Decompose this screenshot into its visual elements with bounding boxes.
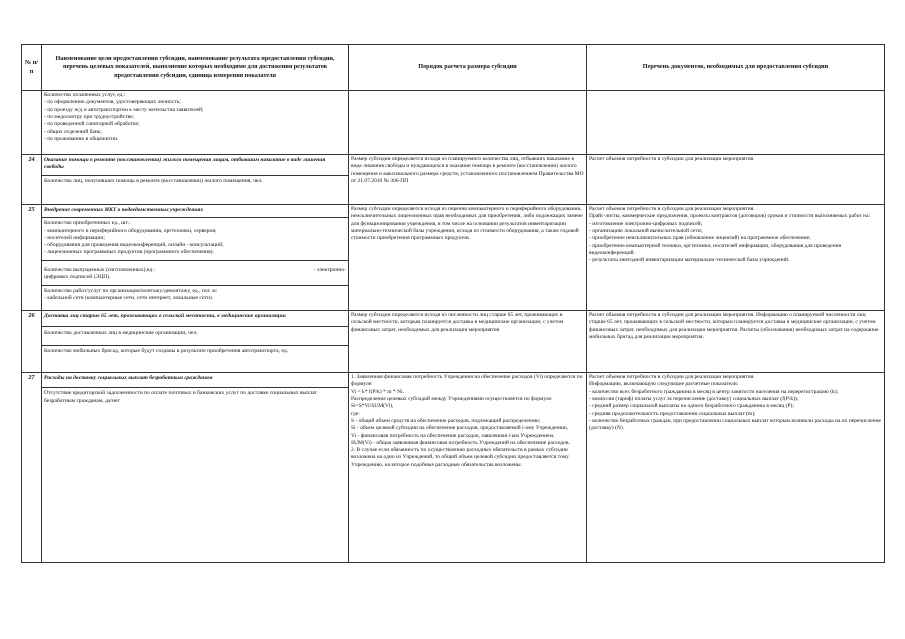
calc-text: Размер субсидии определяется исходя из планируемого количества лиц, отбывших наказание в виде лишения свободы и нуждающихся в оказании помощи в ремонте (восстановлении) жилого помещения и максимального размера средств, установленного постановлением Правительства МО от 21.07.2010 № 306-ПП — [349, 155, 587, 205]
indicator: Количество лиц, получивших помощь в ремонте (восстановлении) жилого помещения, чел. — [42, 175, 348, 187]
indicator: Отсутствие кредиторской задолженности по оплате почтовых и банковских услуг по доставке социальных выплат безработным гражданам, да/нет — [42, 387, 348, 407]
docs-text: Расчет объемов потребности в субсидии для реализации мероприятия. Прайс-листы, коммерческие предложения, проекты контрактов (договоров) сроков и стоимости выполняемых работ на: - изготовление электронно-цифровых подписей; - организацию локальной вычислительной сети; - приобретение неисключительных прав (обновление лицензий) на программное обеспечение; - приобретение компьютерной техники, оргтехники, носителей информации, оборудования для проведения видеоконференций. - результаты ежегодной инвентаризации материально-технической базы учреждений. — [587, 205, 885, 311]
row-number: 24 — [22, 155, 42, 205]
indicator-network: Количество работ/услуг по организации/монтажу/демонтажу, ед., пог. м: - кабельной сети (компьютерные сети, сети интернет, локальные сети). — [42, 285, 348, 306]
docs-text: Расчет объемов потребности в субсидии для реализации мероприятия. Информацию о планируемой численности лиц старше 65 лет, проживающих в сельской местности, которым планируется доставка в медицинские организации, с учетом финансовых затрат, необходимых для реализации мероприятия. Расчеты (обоснования) необходимых затрат на содержание мобильных бригад для реализации мероприятия. — [587, 311, 885, 373]
calc-text: Размер субсидии определяется исходя из перечня компьютерного и периферийного оборудования, неисключительных лицензионных прав необходимых для приобретения, либо подлежащих замене для функционирования учреждения, в том числе на основании результатов инвентаризации материально-технической базы учреждения, исходя из стоимости оборудования, а также годовой стоимости приобретения программных продуктов. — [349, 205, 587, 311]
row-number: 25 — [22, 205, 42, 311]
indicator-brigades: Количество мобильных бригад, которые будут созданы в результате приобретения автотранспорта, ед. — [42, 345, 348, 357]
table-row-26 — [22, 311, 885, 373]
row-number: 27 — [22, 373, 42, 563]
goal-title: Оказание помощи в ремонте (восстановлении) жилого помещения лицам, отбывшим наказание в виде лишения свободы — [44, 157, 326, 171]
table-row-24 — [22, 155, 885, 205]
header-calc: Порядок расчета размера субсидии — [349, 45, 587, 91]
prev-indicators: Количество оплаченных услуг, ед.: - по оформлению документов, удостоверяющих личность; - по проезду ж/д и автотранспортом к месту жительства заявителей; - по медосмотру при трудоустройстве; - по проведенной санитарной обработке; - общих отделений бань; - по проживанию в общежитии. — [42, 91, 349, 155]
header-row — [22, 45, 885, 91]
row-number: 26 — [22, 311, 42, 373]
docs-text: Расчет объемов потребности в субсидии для реализации мероприятия — [587, 155, 885, 205]
table-row-25 — [22, 205, 885, 311]
calc-text: 1. Заявленная финансовая потребность Учреждения на обеспечение расходов (Vi) определяется по формуле: Vi = k* f(P/k) * m * Ni. Распределение целевых субсидий между Учреждениями осуществляется по формуле: Si=S*Vi/SUM(Vi), где: S - общий объем средств на обеспечение расходов, подлежащий распределению; Si - объем целевой субсидии на обеспечение расходов, предоставляемой i-ому Учреждению, Vi - финансовая потребность на обеспечение расходов, заявленная i-ым Учреждением, SUM(Vi) - общая заявленная финансовая потребность Учреждений на обеспечение расходов. 2. В случае если обязанность по осуществлению расходных обязательств в рамках субсидии возложена на одно из Учреждений, то общий объем целевой субсидии предоставляется тому Учреждению, на которое подобные расходные обязательства возложены. — [349, 373, 587, 563]
header-docs: Перечень документов, необходимых для предоставления субсидии — [587, 45, 885, 91]
header-goal: Наименование цели предоставления субсидии, наименование результата предоставления субсидии, перечень целевых показателей, выполнение которых необходимо для достижения результатов предоставления субсидии, единица измерения показателя — [42, 45, 349, 91]
header-num: № п/п — [22, 45, 42, 91]
subsidy-table — [21, 44, 885, 563]
docs-text: Расчет объемов потребности в субсидии для реализации мероприятия. Информацию, включающую следующие расчетные показатели: - количество всех безработного гражданина в месяц в центр занятости населения на перерегистрацию (k); - комиссия (тариф) оплаты услуг за перечисление (доставку) социальных выплат (f(P/k)); - средний размер социальной выплаты на одного безработного гражданина в месяц (P); - средняя продолжительность предоставления социальных выплат (m); - количество безработных граждан, при предоставлении социальных выплат которым возникли расходы на их перечисление (доставку) (N). — [587, 373, 885, 563]
indicator-equipment: Количество приобретенных ед., шт.: - компьютерного и периферийного оборудования, оргтехники, серверов; - носителей информации; - оборудования для проведения видеоконференций, онлайн - консультаций; - лицензионных программных продуктов (программного обеспечения). — [42, 217, 348, 259]
table-row-continuation — [22, 91, 885, 155]
indicator-signatures: Количество выпущенных (изготовленных),ед.: - электронно- цифровых подписей (ЭЦП). — [42, 260, 348, 286]
goal-title: Внедрение современных ИКТ в подведомственных учреждениях — [44, 207, 204, 213]
table-row-27 — [22, 373, 885, 563]
goal-title: Расходы на доставку социальных выплат безработным гражданам — [44, 375, 213, 381]
indicator-persons: Количество доставленных лиц в медицинские организации, чел. — [42, 326, 348, 344]
goal-title: Доставка лиц старше 65 лет, проживающих в сельской местности, в медицинские организации — [44, 313, 286, 319]
calc-text: Размер субсидии определяется исходя из численности лиц старше 65 лет, проживающих в сельской местности, которым планируется доставка в медицинские организации, с учетом финансовых затрат, необходимых для реализации мероприятия — [349, 311, 587, 373]
